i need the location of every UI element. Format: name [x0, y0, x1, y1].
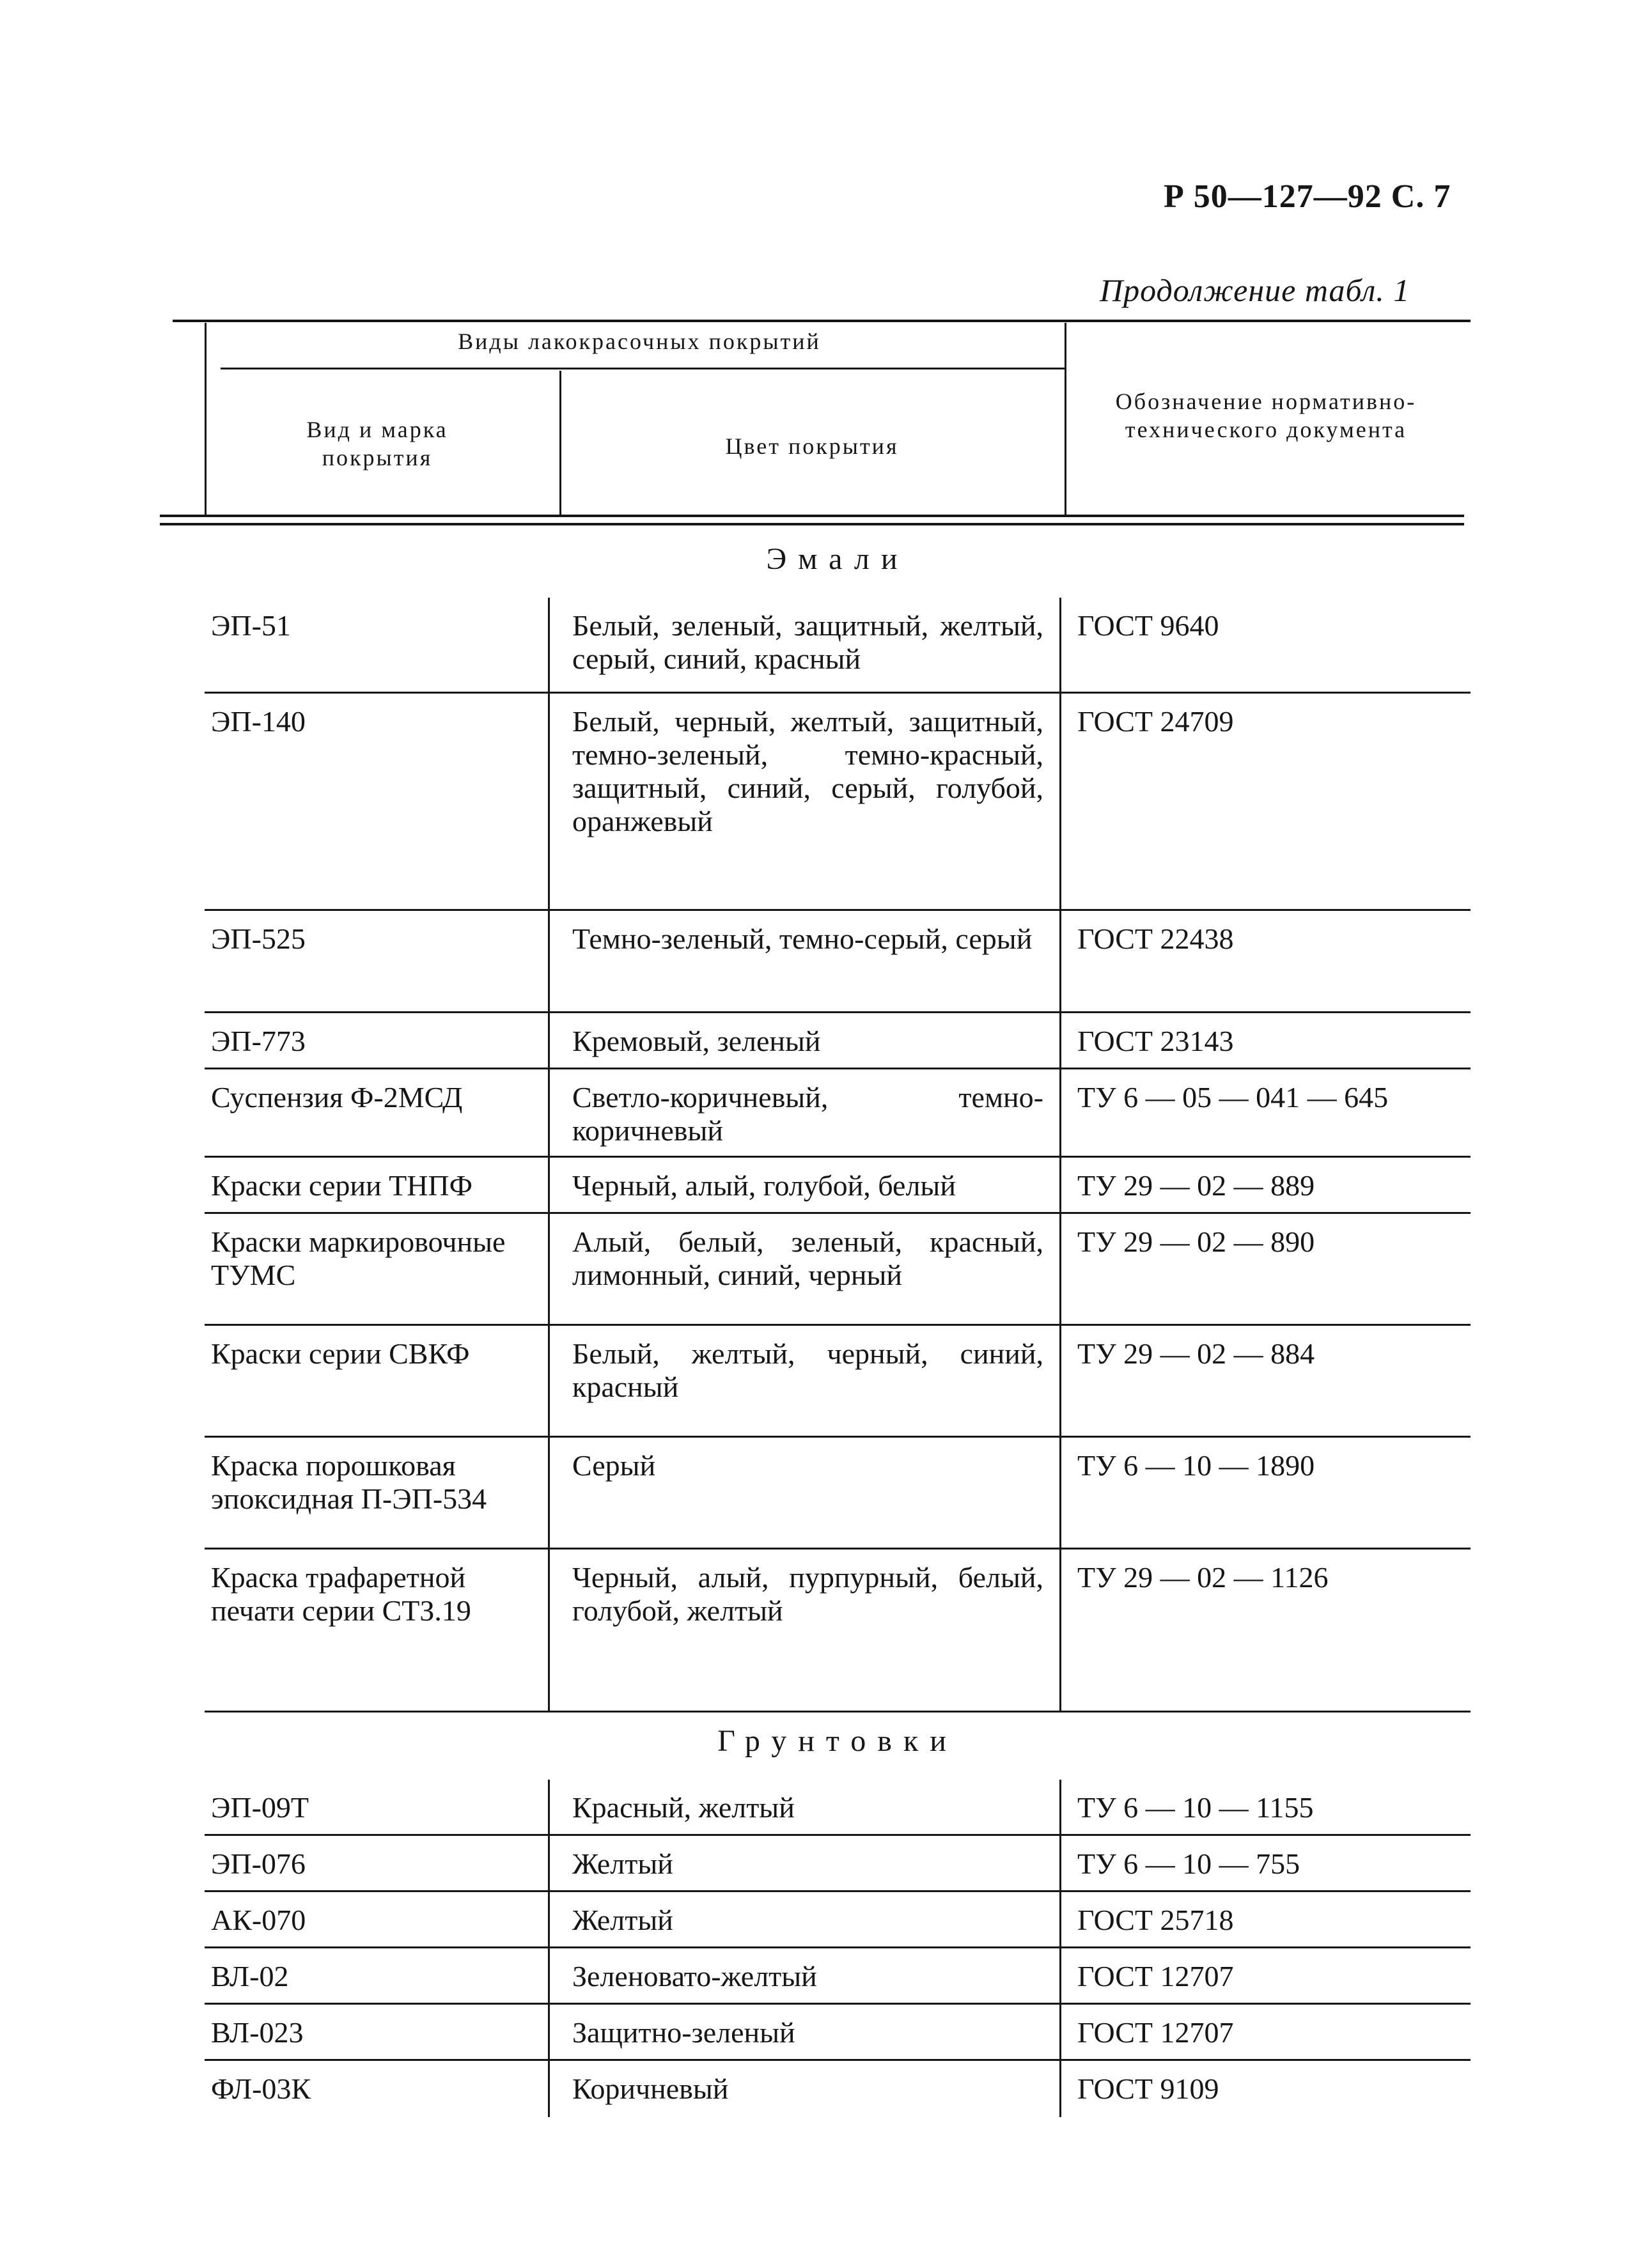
header-group-underline	[221, 368, 1065, 369]
section-title: Эмали	[766, 542, 909, 576]
cell-mark: ЭП-09Т	[205, 1780, 550, 1836]
cell-color: Серый	[550, 1438, 1061, 1550]
cell-doc: ГОСТ 25718	[1061, 1892, 1471, 1948]
cell-doc: ТУ 6 — 05 — 041 — 645	[1061, 1069, 1471, 1158]
cell-color: Светло-коричневый, темно-коричневый	[550, 1069, 1061, 1158]
table-row	[205, 1892, 1471, 1948]
cell-mark: Краски серии ТНПФ	[205, 1158, 550, 1214]
table-row	[205, 1550, 1471, 1713]
cell-color: Зеленовато-желтый	[550, 1948, 1061, 2005]
cell-mark: Краски серии СВКФ	[205, 1326, 550, 1438]
cell-color: Кремовый, зеленый	[550, 1013, 1061, 1069]
cell-color: Желтый	[550, 1892, 1061, 1948]
cell-mark: Краска трафаретной печати серии СТЗ.19	[205, 1550, 550, 1713]
cell-mark: ЭП-525	[205, 911, 550, 1013]
cell-color: Черный, алый, голубой, белый	[550, 1158, 1061, 1214]
cell-color: Коричневый	[550, 2061, 1061, 2117]
table-row	[205, 911, 1471, 1013]
header-col1-label: Вид и марка покрытия	[306, 417, 448, 470]
table-row	[205, 1013, 1471, 1069]
cell-mark: ЭП-51	[205, 598, 550, 694]
cell-mark: ЭП-140	[205, 694, 550, 911]
cell-doc: ТУ 29 — 02 — 890	[1061, 1214, 1471, 1326]
cell-doc: ТУ 6 — 10 — 755	[1061, 1836, 1471, 1892]
table-row	[205, 1158, 1471, 1214]
header-group-label: Виды лакокрасочных покрытий	[458, 329, 821, 354]
cell-doc: ГОСТ 12707	[1061, 2005, 1471, 2061]
cell-doc: ТУ 29 — 02 — 889	[1061, 1158, 1471, 1214]
cell-color: Защитно-зеленый	[550, 2005, 1061, 2061]
table-caption: Продолжение табл. 1	[1100, 272, 1410, 308]
cell-doc: ГОСТ 23143	[1061, 1013, 1471, 1069]
cell-mark: ВЛ-02	[205, 1948, 550, 2005]
section-title: Грунтовки	[717, 1724, 958, 1758]
cell-color: Алый, белый, зеленый, красный, лимонный, синий, черный	[550, 1214, 1061, 1326]
table-row	[205, 1438, 1471, 1550]
cell-mark: ЭП-773	[205, 1013, 550, 1069]
cell-mark: Краска порошковая эпоксидная П-ЭП-534	[205, 1438, 550, 1550]
header-col2-label: Цвет покрытия	[725, 433, 899, 459]
cell-color: Белый, зеленый, защитный, желтый, серый, синий, красный	[550, 598, 1061, 694]
cell-color: Красный, желтый	[550, 1780, 1061, 1836]
page-header: Р 50—127—92 С. 7	[1164, 178, 1451, 215]
table-row	[205, 1836, 1471, 1892]
cell-doc: ГОСТ 9640	[1061, 598, 1471, 694]
cell-color: Темно-зеленый, темно-серый, серый	[550, 911, 1061, 1013]
table-row	[205, 1214, 1471, 1326]
cell-doc: ТУ 29 — 02 — 884	[1061, 1326, 1471, 1438]
header-double-rule-1	[160, 515, 1464, 517]
table-row	[205, 2005, 1471, 2061]
cell-color: Желтый	[550, 1836, 1061, 1892]
cell-mark: Суспензия Ф-2МСД	[205, 1069, 550, 1158]
table-row	[205, 694, 1471, 911]
table-row	[205, 1069, 1471, 1158]
header-doc-divider	[1065, 323, 1066, 515]
table-body	[205, 531, 1471, 2117]
cell-color: Белый, желтый, черный, синий, красный	[550, 1326, 1061, 1438]
table-row	[205, 1780, 1471, 1836]
header-double-rule-2	[160, 523, 1464, 525]
header-group-divider	[559, 371, 561, 515]
table-row	[205, 1326, 1471, 1438]
cell-doc: ТУ 6 — 10 — 1890	[1061, 1438, 1471, 1550]
cell-color: Белый, черный, желтый, защитный, темно-зеленый, темно-красный, защитный, синий, серый, голубой, оранжевый	[550, 694, 1061, 911]
cell-doc: ТУ 29 — 02 — 1126	[1061, 1550, 1471, 1713]
header-left-border	[205, 323, 207, 515]
cell-mark: Краски маркировочные ТУМС	[205, 1214, 550, 1326]
cell-doc: ГОСТ 24709	[1061, 694, 1471, 911]
cell-color: Черный, алый, пурпурный, белый, голубой, желтый	[550, 1550, 1061, 1713]
cell-mark: АК-070	[205, 1892, 550, 1948]
cell-mark: ВЛ-023	[205, 2005, 550, 2061]
cell-doc: ТУ 6 — 10 — 1155	[1061, 1780, 1471, 1836]
table-row	[205, 598, 1471, 694]
header-col3-label: Обозначение нормативно-технического документа	[1115, 389, 1417, 442]
cell-mark: ФЛ-03К	[205, 2061, 550, 2117]
table-row	[205, 2061, 1471, 2117]
cell-mark: ЭП-076	[205, 1836, 550, 1892]
table-row	[205, 1948, 1471, 2005]
cell-doc: ГОСТ 12707	[1061, 1948, 1471, 2005]
cell-doc: ГОСТ 22438	[1061, 911, 1471, 1013]
table-top-rule	[173, 320, 1471, 322]
cell-doc: ГОСТ 9109	[1077, 2072, 1219, 2105]
